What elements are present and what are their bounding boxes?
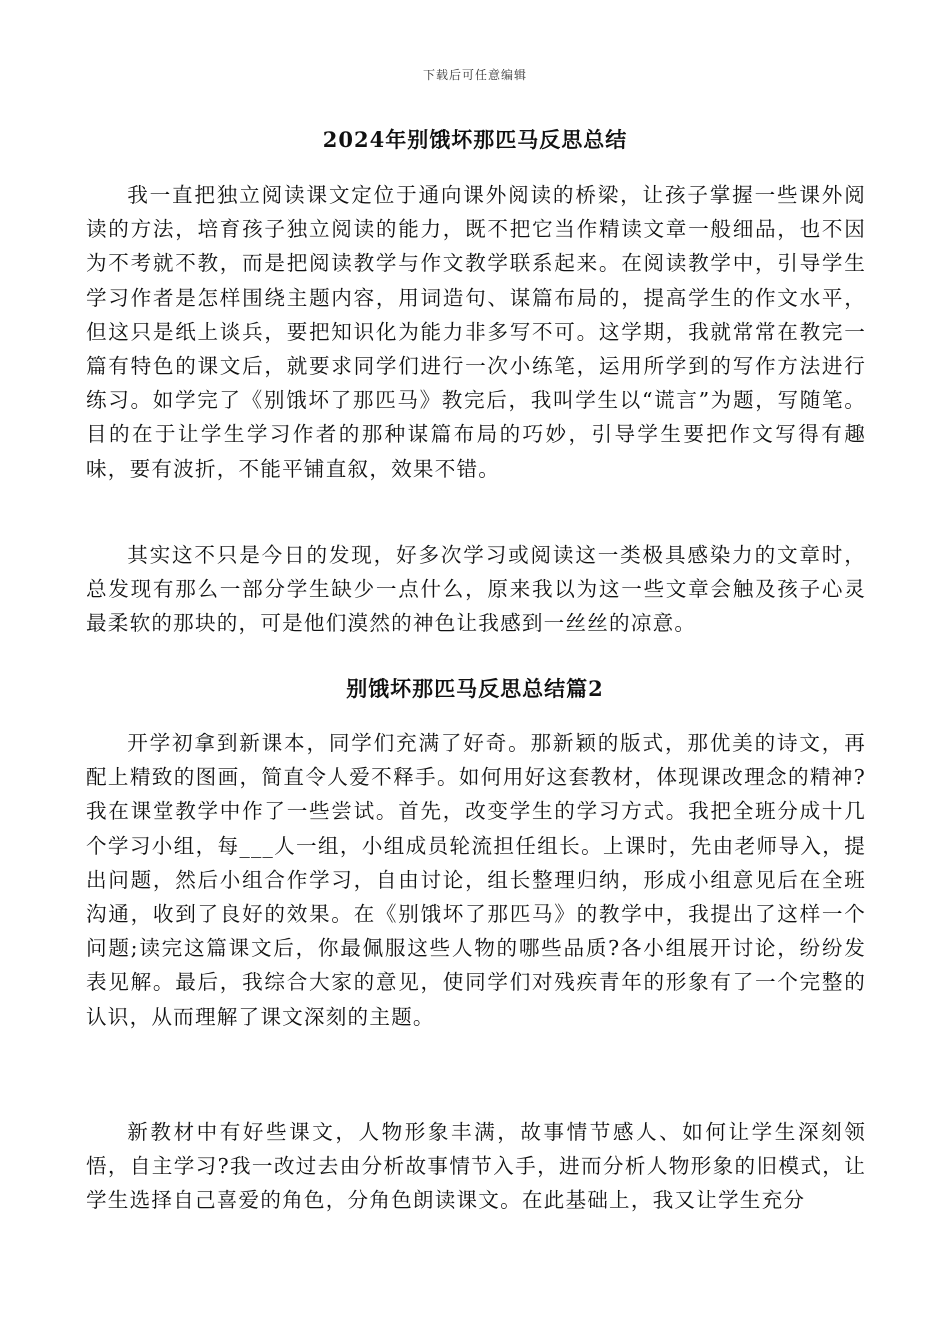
header-note: 下载后可任意编辑 [422, 68, 527, 82]
section-title: 别饿坏那匹马反思总结篇2 [346, 676, 604, 701]
paragraph: 开学初拿到新课本，同学们充满了好奇。那新颖的版式，那优美的诗文，再配上精致的图画，简直令人爱不释手。如何用好这套教材，体现课改理念的精神?我在课堂教学中作了一些尝试。首先，改变学生的学习方式。我把全班分成十几个学习小组，每___人一组，小组成员轮流担任组长。上课时，先由老师导入，提出问题，然后小组合作学习，自由讨论，组长整理归纳，形成小组意见后在全班沟通，收到了良好的效果。在《别饿坏了那匹马》的教学中，我提出了这样一个问题;读完这篇课文后，你最佩服这些人物的哪些品质?各小组展开讨论，纷纷发表见解。最后，我综合大家的意见，使同学们对残疾青年的形象有了一个完整的认识，从而理解了课文深刻的主题。 [86, 731, 866, 1029]
document-title: 2024年别饿坏那匹马反思总结 [322, 127, 628, 152]
paragraph: 其实这不只是今日的发现，好多次学习或阅读这一类极具感染力的文章时，总发现有那么一部分学生缺少一点什么，原来我以为这一些文章会触及孩子心灵最柔软的那块的，可是他们漠然的神色让我感到一丝丝的凉意。 [86, 543, 866, 636]
paragraph: 新教材中有好些课文，人物形象丰满，故事情节感人、如何让学生深刻领悟，自主学习?我一改过去由分析故事情节入手，进而分析人物形象的旧模式，让学生选择自己喜爱的角色，分角色朗读课文。在此基础上，我又让学生充分 [86, 1120, 866, 1213]
paragraph: 我一直把独立阅读课文定位于通向课外阅读的桥梁，让孩子掌握一些课外阅读的方法，培育孩子独立阅读的能力，既不把它当作精读文章一般细品，也不因为不考就不教，而是把阅读教学与作文教学联系起来。在阅读教学中，引导学生学习作者是怎样围绕主题内容，用词造句、谋篇布局的，提高学生的作文水平，但这只是纸上谈兵，要把知识化为能力非多写不可。这学期，我就常常在教完一篇有特色的课文后，就要求同学们进行一次小练笔，运用所学到的写作方法进行练习。如学完了《别饿坏了那匹马》教完后，我叫学生以“谎言”为题，写随笔。目的在于让学生学习作者的那种谋篇布局的巧妙，引导学生要把作文写得有趣味，要有波折，不能平铺直叙，效果不错。 [86, 183, 866, 481]
